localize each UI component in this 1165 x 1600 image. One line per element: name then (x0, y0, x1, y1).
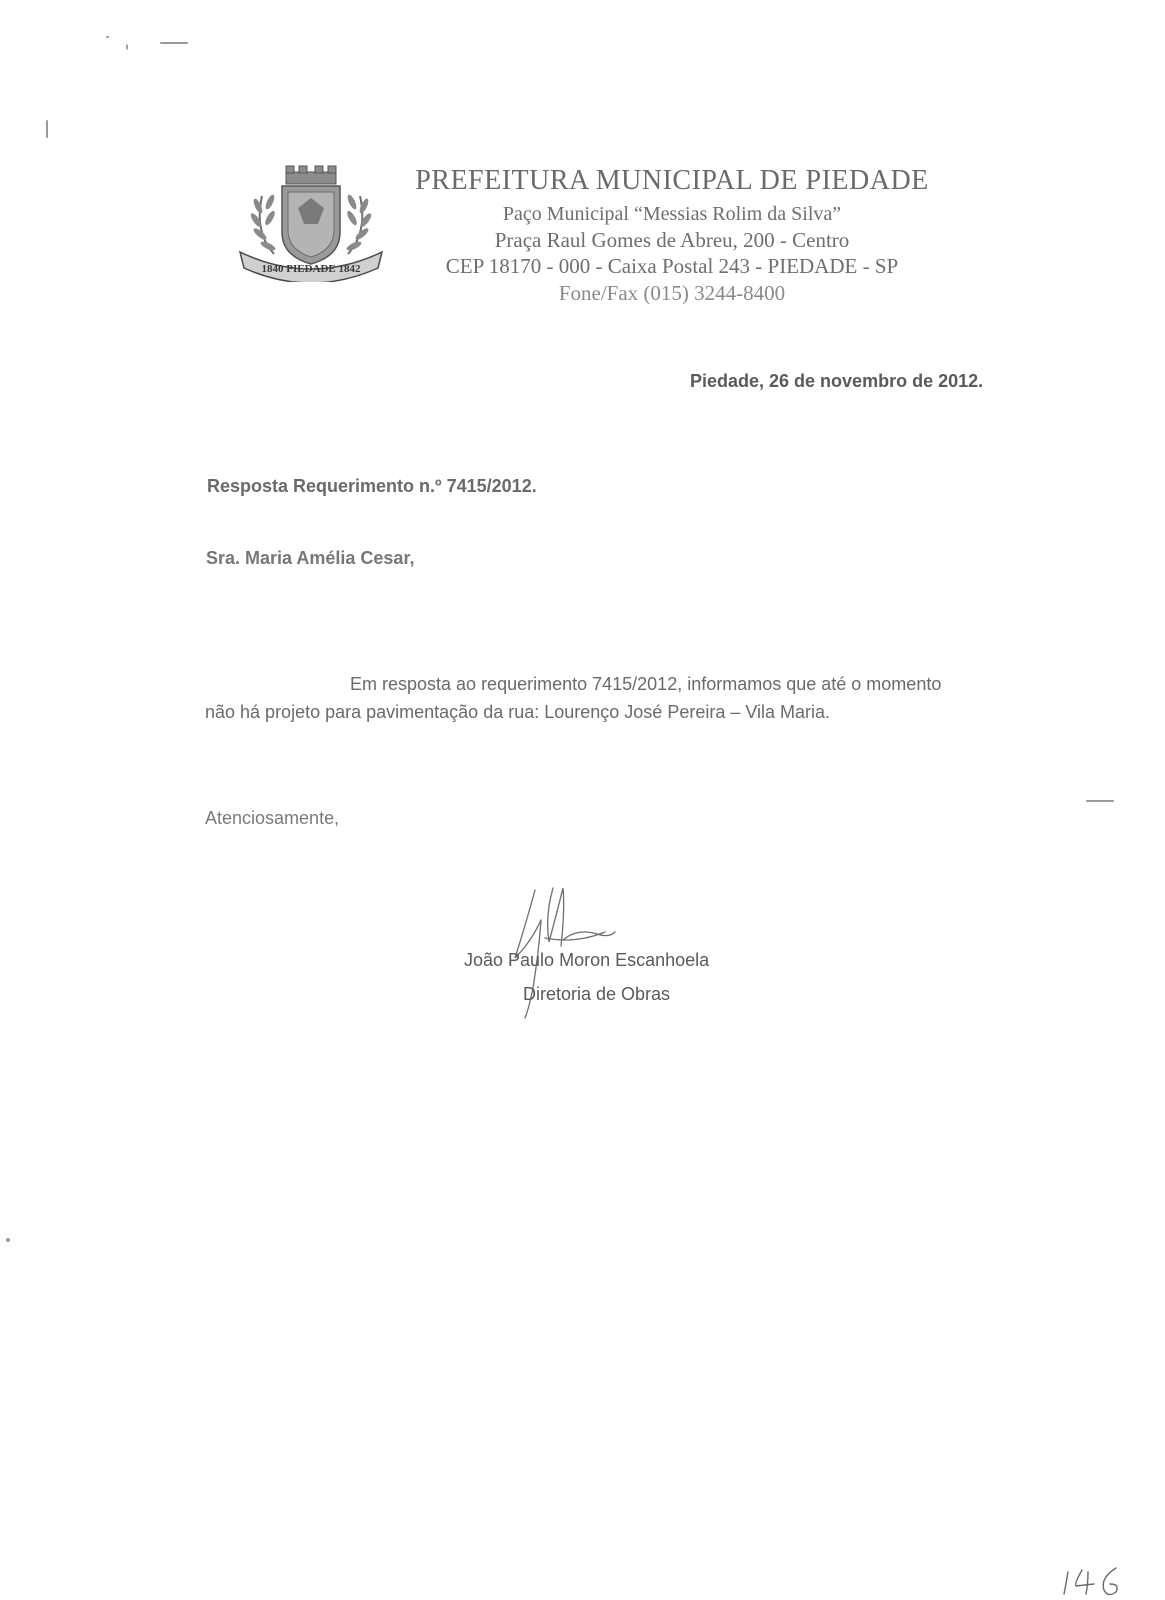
scan-speck (126, 44, 128, 50)
coat-of-arms-icon (236, 162, 386, 282)
scan-speck (106, 36, 109, 38)
scan-speck (6, 1238, 10, 1242)
signatory-name: João Paulo Moron Escanhoela (464, 950, 710, 970)
handwritten-page-number (1060, 1564, 1130, 1600)
letter-date: Piedade, 26 de novembro de 2012. (690, 371, 984, 391)
signatory-role: Diretoria de Obras (523, 984, 671, 1004)
svg-text:1840 PIEDADE 1842: 1840 PIEDADE 1842 (261, 263, 361, 275)
letter-salutation: Sra. Maria Amélia Cesar, (206, 548, 415, 568)
letterhead-address: Praça Raul Gomes de Abreu, 200 - Centro (494, 228, 850, 252)
scan-speck (46, 120, 48, 138)
letterhead-organization: PREFEITURA MUNICIPAL DE PIEDADE (415, 165, 929, 196)
letterhead-postal: CEP 18170 - 000 - Caixa Postal 243 - PIEDADE - SP (445, 254, 899, 278)
letterhead-building: Paço Municipal “Messias Rolim da Silva” (502, 203, 842, 225)
letter-reference: Resposta Requerimento n.º 7415/2012. (207, 476, 537, 496)
letter-closing: Atenciosamente, (205, 808, 340, 828)
letter-body (205, 670, 1025, 726)
letterhead-phone: Fone/Fax (015) 3244-8400 (558, 281, 786, 305)
letter-body-line: Em resposta ao requerimento 7415/2012, informamos que até o momento (350, 674, 942, 694)
letter-body-line: não há projeto para pavimentação da rua: Lourenço José Pereira – Vila Maria. (205, 702, 831, 722)
scan-speck (1086, 800, 1114, 802)
scan-speck (160, 42, 188, 44)
